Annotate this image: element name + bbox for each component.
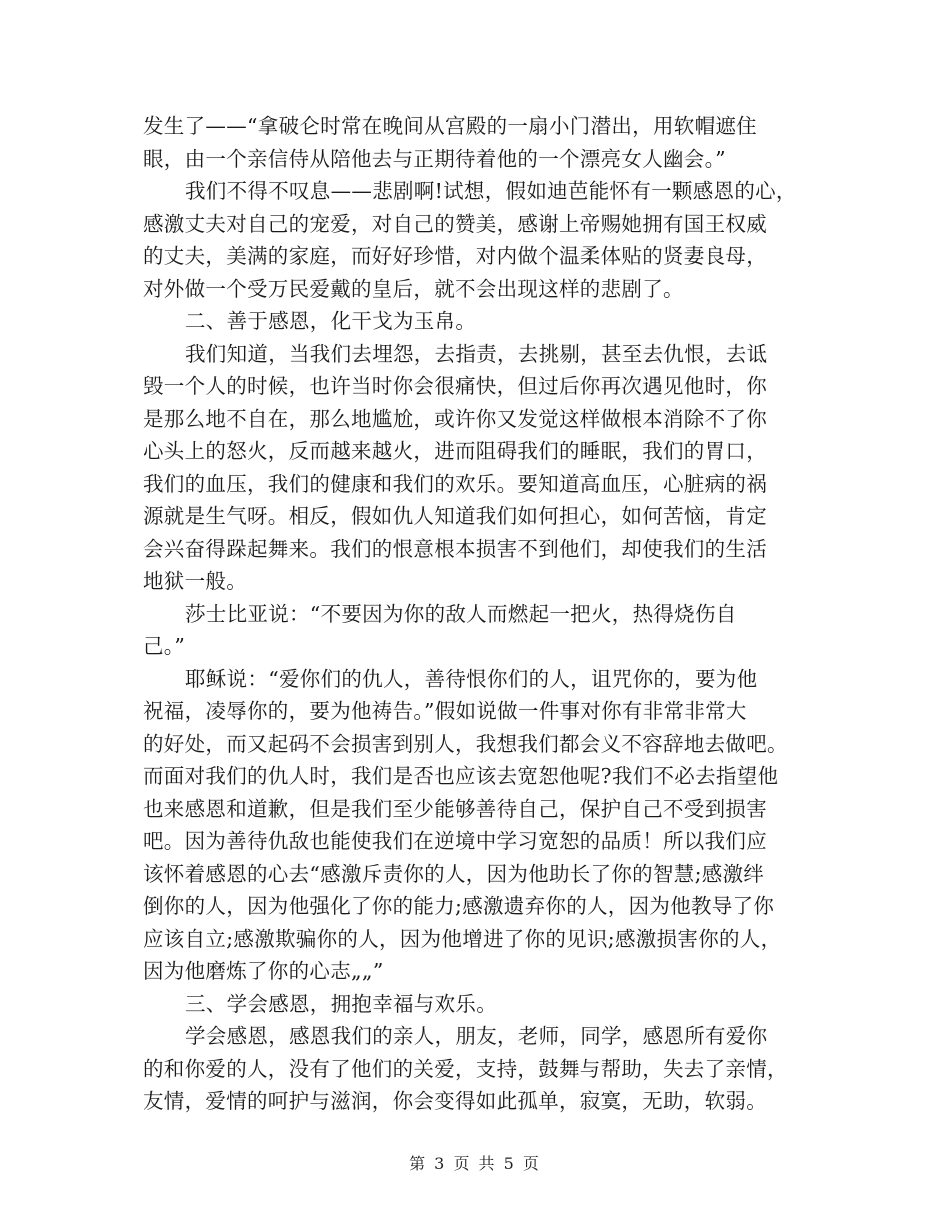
text-line: 发生了——“拿破仑时常在晚间从宫殿的一扇小门潜出，用软帽遮住: [143, 114, 757, 138]
text-line: 地狱一般。: [143, 569, 247, 593]
text-line: 而面对我们的仇人时，我们是否也应该去宽恕他呢?我们不必去指望他: [143, 764, 779, 788]
text-line: 毁一个人的时候，也许当时你会很痛快，但过后你再次遇见他时，你: [143, 374, 767, 398]
text-line: 我们的血压，我们的健康和我们的欢乐。要知道高血压，心脏病的祸: [143, 471, 767, 496]
text-line: 的和你爱的人，没有了他们的关爱，支持，鼓舞与帮助，失去了亲情，: [143, 1056, 788, 1081]
text-line: 吧。因为善待仇敌也能使我们在逆境中学习宽恕的品质！所以我们应: [143, 829, 767, 853]
text-line: 是那么地不自在，那么地尴尬，或许你又发觉这样做根本消除不了你: [143, 406, 767, 431]
text-line: 源就是生气呀。相反，假如仇人知道我们如何担心，如何苦恼，肯定: [143, 504, 767, 528]
text-line: 应该自立;感激欺骗你的人，因为他增进了你的见识;感激损害你的人，: [143, 926, 782, 951]
text-line: 因为他磨炼了你的心志„„”: [143, 959, 384, 983]
text-line: 该怀着感恩的心去“感激斥责你的人，因为他助长了你的智慧;感激绊: [143, 861, 765, 886]
text-line: 倒你的人，因为他强化了你的能力;感激遗弃你的人，因为他教导了你: [143, 894, 775, 918]
text-line: 感激丈夫对自己的宠爱，对自己的赞美，感谢上帝赐她拥有国王权威: [143, 211, 767, 236]
text-line: 心头上的怒火，反而越来越火，进而阻碍我们的睡眠，我们的胃口，: [143, 439, 767, 463]
section-heading-2: 二、善于感恩，化干戈为玉帛。: [185, 309, 477, 333]
paragraph-start: 我们知道，当我们去埋怨，去指责，去挑剔，甚至去仇恨，去诋: [185, 341, 768, 366]
text-line: 的好处，而又起码不会损害到别人，我想我们都会义不容辞地去做吧。: [143, 731, 788, 756]
paragraph-start: 我们不得不叹息——悲剧啊!试想，假如迪芭能怀有一颗感恩的心，: [185, 179, 797, 203]
text-line: 会兴奋得跺起舞来。我们的恨意根本损害不到他们，却使我们的生活: [143, 536, 767, 561]
body-text: [143, 110, 813, 1118]
text-line: 对外做一个受万民爱戴的皇后，就不会出现这样的悲剧了。: [143, 276, 684, 301]
text-line: 也来感恩和道歉，但是我们至少能够善待自己，保护自己不受到损害: [143, 796, 767, 821]
paragraph-start: 莎士比亚说：“不要因为你的敌人而燃起一把火，热得烧伤自: [185, 601, 737, 626]
text-line: 友情，爱情的呵护与滋润，你会变得如此孤单，寂寞，无助，软弱。: [143, 1089, 767, 1113]
section-heading-3: 三、学会感恩，拥抱幸福与欢乐。: [185, 991, 497, 1016]
paragraph-start: 学会感恩，感恩我们的亲人，朋友，老师，同学，感恩所有爱你: [185, 1024, 768, 1048]
paragraph-start: 耶稣说：“爱你们的仇人，善待恨你们的人，诅咒你的，要为他: [185, 666, 758, 691]
page-number: 第 3 页 共 5 页: [409, 1154, 541, 1173]
text-line: 祝福，凌辱你的，要为他祷告。”假如说做一件事对你有非常非常大: [143, 699, 747, 723]
text-line: 己。”: [143, 634, 186, 658]
text-line: 眼，由一个亲信侍从陪他去与正期待着他的一个漂亮女人幽会。”: [143, 146, 726, 171]
text-line: 的丈夫，美满的家庭，而好好珍惜，对内做个温柔体贴的贤妻良母，: [143, 244, 767, 268]
